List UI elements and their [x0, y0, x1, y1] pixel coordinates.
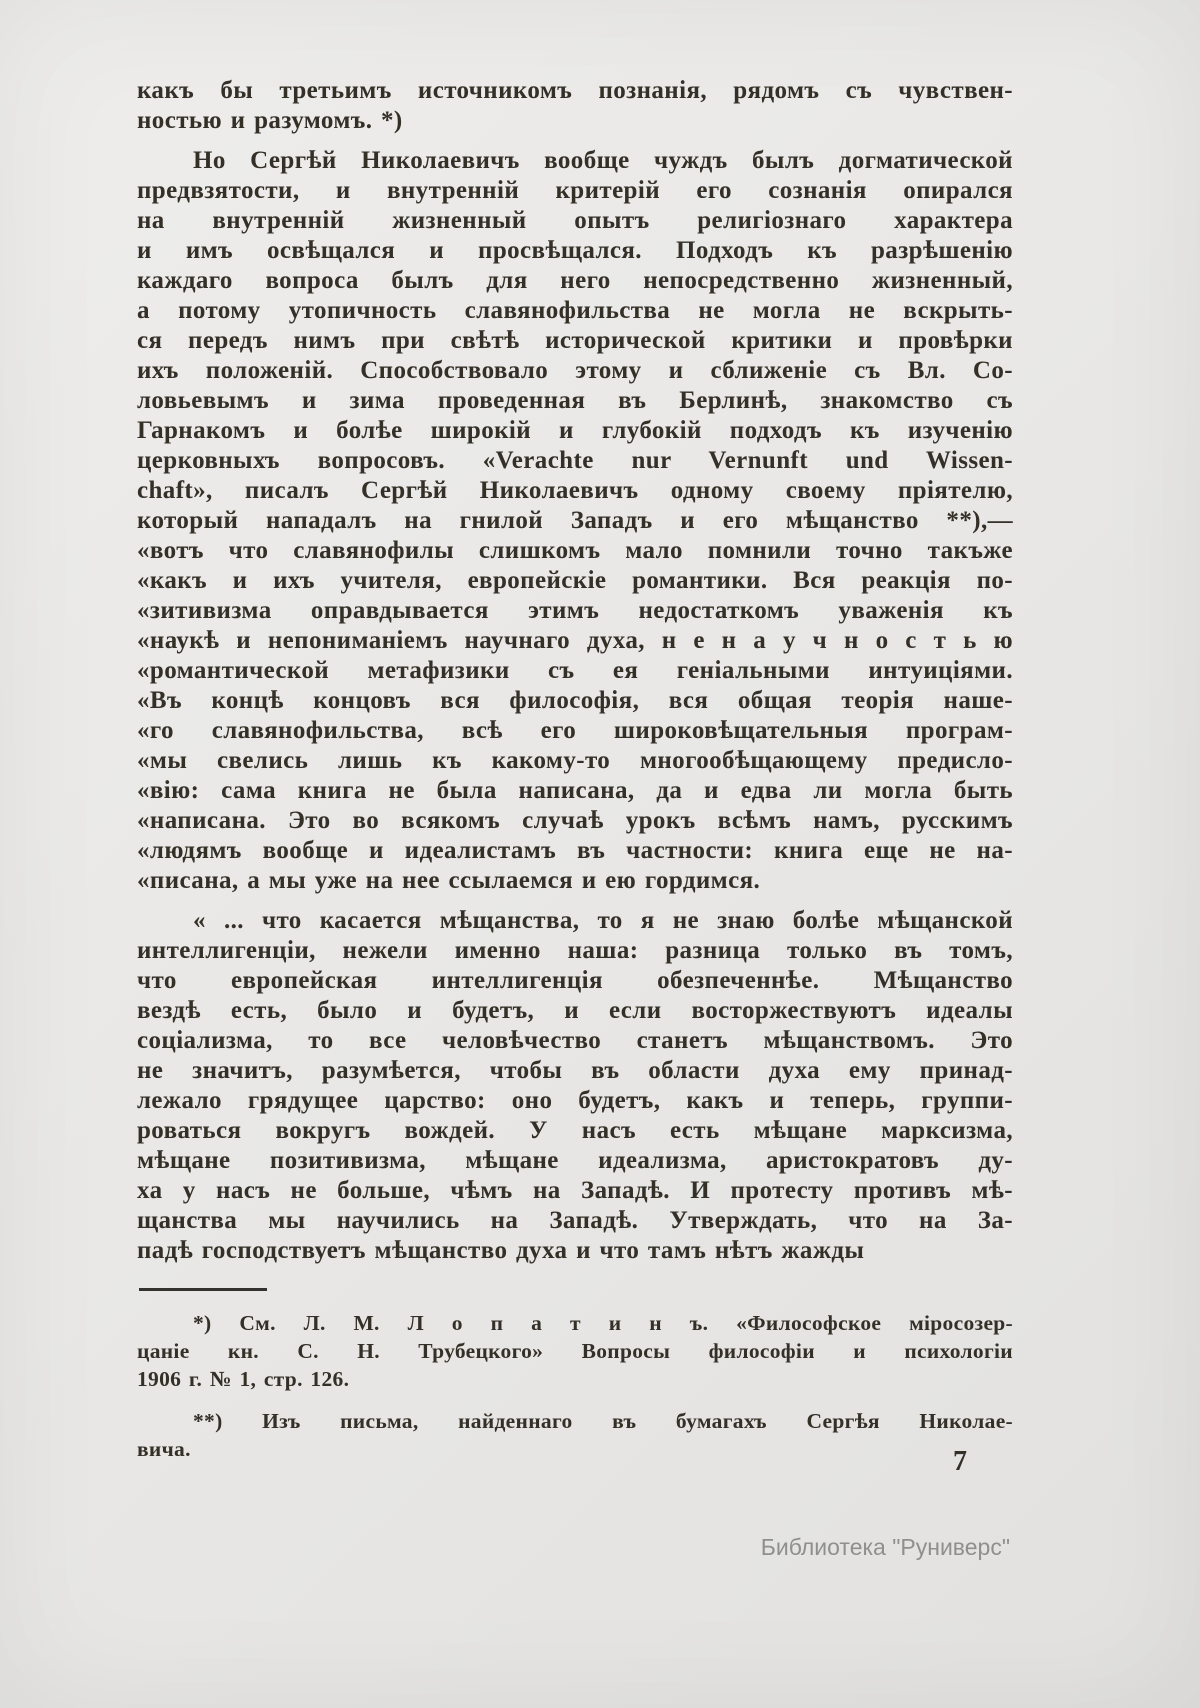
text-line: ихъ положеній. Способствовало этому и сближеніе съ Вл. Со- — [137, 357, 1013, 384]
text-line: «вію: сама книга не была написана, да и едва ли могла быть — [137, 777, 1013, 804]
text-line: «Въ концѣ концовъ вся философія, вся общая теорія наше- — [137, 687, 1013, 714]
text-line: ся передъ нимъ при свѣтѣ исторической критики и провѣрки — [137, 327, 1013, 354]
text-block — [137, 76, 1013, 1463]
paragraph — [137, 146, 1013, 896]
text-line: ха у насъ не больше, чѣмъ на Западѣ. И протесту противъ мѣ- — [137, 1177, 1013, 1204]
text-line: падѣ господствуетъ мѣщанство духа и что тамъ нѣтъ жажды — [137, 1237, 865, 1264]
library-watermark: Библиотека "Руниверс" — [760, 1534, 1010, 1560]
text-line: *) См. Л. М. Л о п а т и н ъ. «Философское міросозер- — [193, 1311, 1013, 1335]
text-line: ловьевымъ и зима проведенная въ Берлинѣ, знакомство съ — [137, 387, 1013, 414]
text-line: лежало грядущее царство: оно будетъ, какъ и теперь, группи- — [137, 1087, 1013, 1114]
text-line: и имъ освѣщался и просвѣщался. Подходъ къ разрѣшенію — [137, 237, 1013, 264]
text-line: Гарнакомъ и болѣе широкій и глубокій подходъ къ изученію — [137, 417, 1013, 444]
text-line: chaft», писалъ Сергѣй Николаевичъ одному своему пріятелю, — [137, 477, 1013, 504]
text-line: «мы свелись лишь къ какому-то многообѣщающему предисло- — [137, 747, 1013, 774]
text-line: **) Изъ письма, найденнаго въ бумагахъ Сергѣя Николае- — [193, 1409, 1013, 1433]
text-line: «романтической метафизики съ ея геніальными интуиціями. — [137, 657, 1013, 684]
footnote — [137, 1407, 1013, 1463]
text-line: «вотъ что славянофилы слишкомъ мало помнили точно такъже — [137, 537, 1013, 564]
text-line: мѣщане позитивизма, мѣщане идеализма, аристократовъ ду- — [137, 1147, 1013, 1174]
text-line: который нападалъ на гнилой Западъ и его мѣщанство **),— — [137, 507, 1013, 534]
footnote-separator — [139, 1288, 267, 1291]
text-line: что европейская интеллигенція обезпеченнѣе. Мѣщанство — [137, 967, 1013, 994]
text-line: « ... что касается мѣщанства, то я не знаю болѣе мѣщанской — [193, 907, 1013, 934]
text-line: интеллигенціи, нежели именно наша: разница только въ томъ, — [137, 937, 1013, 964]
text-line: «писана, а мы уже на нее ссылаемся и ею гордимся. — [137, 867, 761, 894]
text-line: роваться вокругъ вождей. У насъ есть мѣщане марксизма, — [137, 1117, 1013, 1144]
text-line: «написана. Это во всякомъ случаѣ урокъ всѣмъ намъ, русскимъ — [137, 807, 1013, 834]
paragraph — [137, 906, 1013, 1266]
text-line: вича. — [137, 1437, 191, 1461]
text-line: ностью и разумомъ. *) — [137, 107, 403, 134]
text-line: на внутренній жизненный опытъ религіознаго характера — [137, 207, 1013, 234]
text-line: 1906 г. № 1, стр. 126. — [137, 1367, 350, 1391]
text-line: а потому утопичность славянофильства не могла не вскрыть- — [137, 297, 1013, 324]
text-line: «какъ и ихъ учителя, европейскіе романтики. Вся реакція по- — [137, 567, 1013, 594]
text-line: «го славянофильства, всѣ его широковѣщательныя програм- — [137, 717, 1013, 744]
text-line: Но Сергѣй Николаевичъ вообще чуждъ былъ догматической — [193, 147, 1013, 174]
text-line: «зитивизма оправдывается этимъ недостаткомъ уваженія къ — [137, 597, 1013, 624]
text-line: не значитъ, разумѣется, чтобы въ области духа ему принад- — [137, 1057, 1013, 1084]
footnote — [137, 1309, 1013, 1393]
text-line: «людямъ вообще и идеалистамъ въ частности: книга еще не на- — [137, 837, 1013, 864]
text-line: предвзятости, и внутренній критерій его сознанія опирался — [137, 177, 1013, 204]
page-number: 7 — [953, 1446, 967, 1477]
text-line: каждаго вопроса былъ для него непосредственно жизненный, — [137, 267, 1013, 294]
text-line: вездѣ есть, было и будетъ, и если восторжествуютъ идеалы — [137, 997, 1013, 1024]
text-line: цаніе кн. С. Н. Трубецкого» Вопросы философіи и психологіи — [137, 1339, 1013, 1363]
text-line: «наукѣ и непониманіемъ научнаго духа, н е н а у ч н о с т ь ю — [137, 627, 1013, 654]
text-line: какъ бы третьимъ источникомъ познанія, рядомъ съ чувствен- — [137, 77, 1013, 104]
text-line: соціализма, то все человѣчество станетъ мѣщанствомъ. Это — [137, 1027, 1013, 1054]
text-line: церковныхъ вопросовъ. «Verachte nur Vernunft und Wissen- — [137, 447, 1013, 474]
text-line: щанства мы научились на Западѣ. Утверждать, что на За- — [137, 1207, 1013, 1234]
paragraph — [137, 76, 1013, 136]
